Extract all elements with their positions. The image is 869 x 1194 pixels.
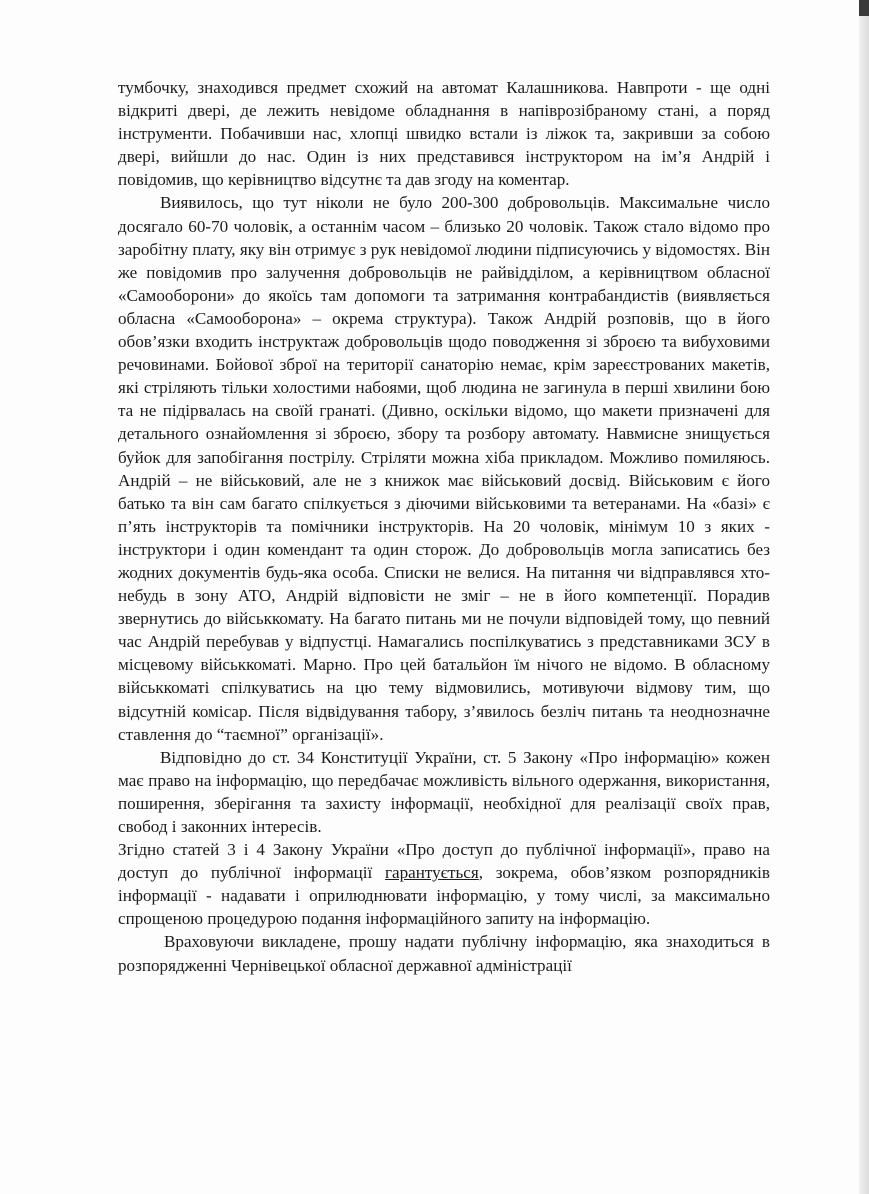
underlined-word: гарантується xyxy=(385,863,479,883)
paragraph-continuation: тумбочку, знаходився предмет схожий на автомат Калашникова. Навпроти - ще одні відкриті двері, де лежить невідоме обладнання в напіврозібраному стані, а поряд інструменти. Побачивши нас, хлопці швидко встали із ліжок та, закривши за собою двері, вийшли до нас. Один із них представився інструктором на ім’я Андрій і повідомив, що керівництво відсутнє та дав згоду на коментар. xyxy=(118,78,770,190)
paragraph-interview: Виявилось, що тут ніколи не було 200-300 добровольців. Максимальне число досягало 60-70 чоловік, а останнім часом – близько 20 чоловік. Також стало відомо про заробітну плату, яку він отримує з рук невідомої людини підписуючись у відомостях. Він же повідомив про залучення добровольців не райвідділом, а керівництвом обласної «Самооборони» до якоїсь там допомоги та затримання контрабандистів (виявляється обласна «Самооборона» – окрема структура). Також Андрій розповів, що в його обов’язки входить інструктаж добровольців щодо поводження зі зброєю та вибуховими речовинами. Бойової зброї на території санаторію немає, крім зареєстрованих макетів, які стріляють тільки холостими набоями, щоб людина не загинула в перші хвилини бою та не підірвалась на своїй гранаті. (Дивно, оскільки відомо, що макети призначені для детального ознайомлення зі зброєю, збору та розбору автомату. Навмисне знищується буйок для запобігання пострілу. Стріляти можна хіба прикладом. Можливо помиляюсь. Андрій – не військовий, але не з книжок має військовий досвід. Військовим є його батько та він сам багато спілкується з діючими військовими та ветеранами. На «базі» є п’ять інструкторів та помічники інструкторів. На 20 чоловік, мінімум 10 з яких - інструктори і один комендант та один сторож. До добровольців могла записатись без жодних документів будь-яка особа. Списки не велися. На питання чи відправлявся хто-небудь в зону АТО, Андрій відповісти не зміг – не в його компетенції. Порадив звернутись до військкомату. На багато питань ми не почули відповідей тому, що певний час Андрій перебував у відпустці. Намагались поспілкуватись з представниками ЗСУ в місцевому військкоматі. Марно. Про цей батальйон їм нічого не відомо. В обласному військкоматі спілкуватись на цю тему відмовились, мотивуючи відмову тим, що відсутній комісар. Після відвідування табору, з’явилось безліч питань та неоднозначне ставлення до “таємної” організації». xyxy=(118,193,770,744)
paragraph-request: Враховуючи викладене, прошу надати публічну інформацію, яка знаходиться в розпорядженні Чернівецької обласної державної адміністрації xyxy=(118,932,770,975)
page-edge-shadow xyxy=(859,0,869,1194)
paragraph-access-law xyxy=(118,838,770,930)
document-body xyxy=(118,76,770,977)
access-law-text-start: Згідно статей 3 і 4 Закону України «Про доступ до публічної інформації», право на доступ до публічної інформації xyxy=(118,840,770,883)
paragraph-legal-basis: Відповідно до ст. 34 Конституції України, ст. 5 Закону «Про інформацію» кожен має право на інформацію, що передбачає можливість вільного одержання, використання, поширення, зберігання та захисту інформації, необхідної для реалізації своїх прав, свобод і законних інтересів. xyxy=(118,747,770,836)
access-law-text-end: , зокрема, обов’язком розпорядників інформації - надавати і оприлюднювати інформацію, у тому числі, за максимально спрощеною процедурою подання інформаційного запиту на інформацію. xyxy=(118,863,770,929)
scan-corner-mark xyxy=(859,0,869,16)
